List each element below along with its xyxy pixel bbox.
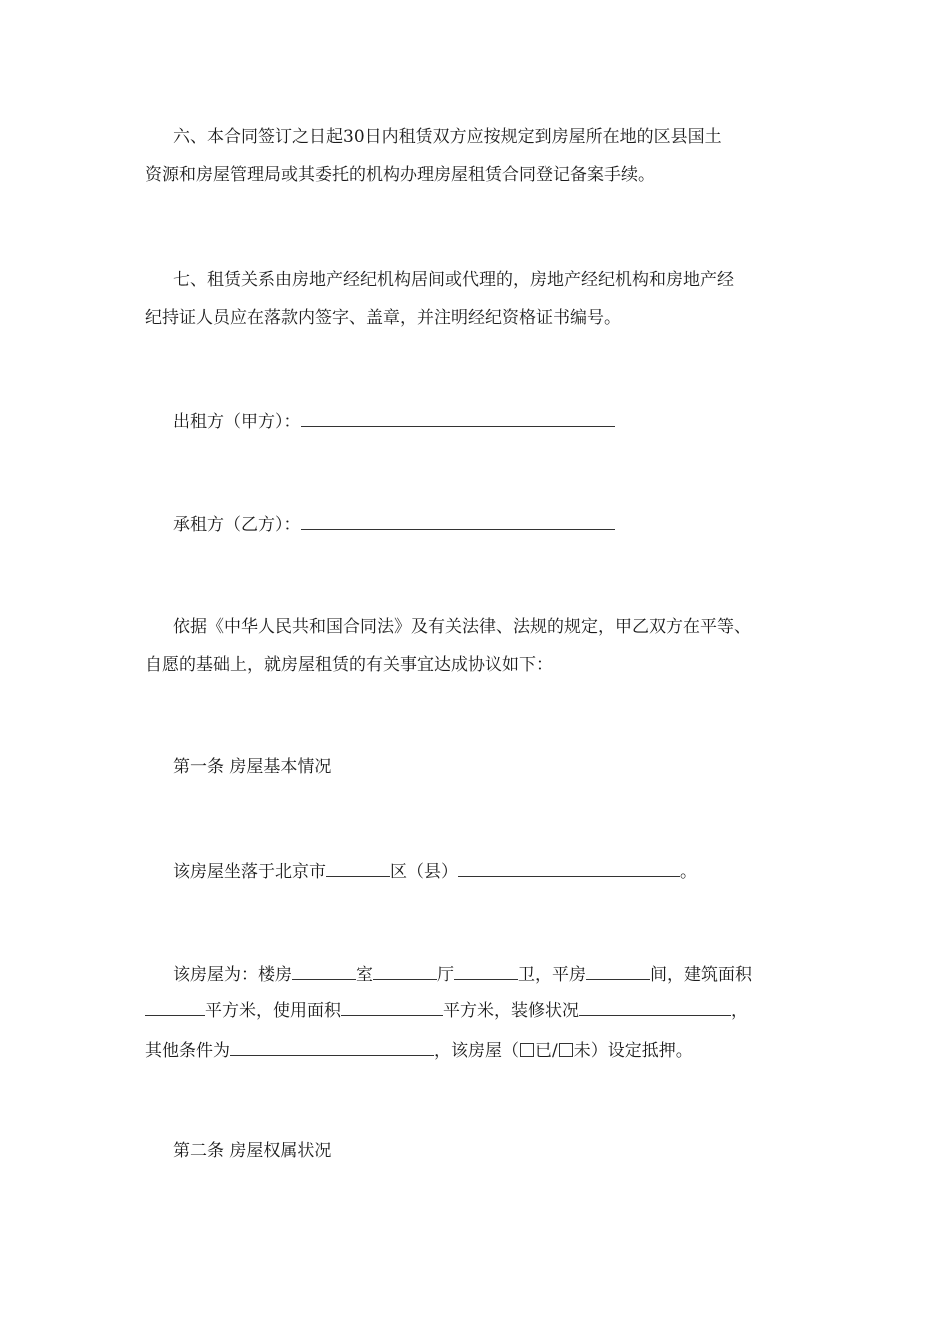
hall-label: 厅 (437, 965, 454, 985)
article-2-title: 第二条 房屋权属状况 (173, 1141, 332, 1161)
room-count-blank[interactable] (292, 963, 356, 980)
clause-6-line-2: 资源和房屋管理局或其委托的机构办理房屋租赁合同登记备案手续。 (145, 165, 655, 185)
clause-7-line-2: 纪持证人员应在落款内签字、盖章，并注明经纪资格证书编号。 (145, 308, 621, 328)
property-details-line-2 (145, 999, 825, 1021)
mortgage-prefix: ，该房屋（ (434, 1041, 519, 1061)
lessor-blank[interactable] (301, 410, 615, 427)
lessor-label: 出租方（甲方）： (173, 412, 301, 432)
bungalow-count-blank[interactable] (586, 963, 650, 980)
usable-area-blank[interactable] (341, 999, 443, 1016)
room-label: 室 (356, 965, 373, 985)
decoration-blank[interactable] (579, 999, 731, 1016)
article-1-title: 第一条 房屋基本情况 (173, 757, 332, 777)
location-prefix: 该房屋坐落于北京市 (173, 862, 326, 882)
preamble-line-2: 自愿的基础上，就房屋租赁的有关事宜达成协议如下： (145, 655, 553, 675)
bath-label: 卫，平房 (518, 965, 586, 985)
property-details-line-3 (145, 1039, 825, 1061)
lessor-signature-row (173, 410, 853, 432)
lessee-blank[interactable] (301, 513, 615, 530)
mortgage-yes-label: 已/ (535, 1041, 558, 1061)
bath-count-blank[interactable] (454, 963, 518, 980)
lessee-signature-row (173, 513, 853, 535)
details-intro: 该房屋为：楼房 (173, 965, 292, 985)
district-label: 区（县） (390, 862, 458, 882)
other-conditions-blank[interactable] (230, 1039, 434, 1056)
jian-label: 间，建筑面积 (650, 965, 752, 985)
other-conditions-label: 其他条件为 (145, 1041, 230, 1061)
building-area-blank[interactable] (145, 999, 205, 1016)
mortgage-no-label: 未）设定抵押。 (573, 1041, 693, 1061)
lessee-label: 承租方（乙方）： (173, 515, 301, 535)
sqm-decor-label: 平方米，装修状况 (443, 1001, 579, 1021)
mortgage-no-checkbox[interactable] (559, 1043, 573, 1057)
preamble-line-1: 依据《中华人民共和国合同法》及有关法律、法规的规定，甲乙双方在平等、 (173, 617, 751, 637)
address-blank[interactable] (458, 860, 680, 877)
location-end: 。 (680, 862, 697, 882)
mortgage-yes-checkbox[interactable] (520, 1043, 534, 1057)
property-location-row (173, 860, 853, 882)
hall-count-blank[interactable] (373, 963, 437, 980)
sqm-usable-label: 平方米，使用面积 (205, 1001, 341, 1021)
property-details-line-1 (173, 963, 853, 985)
district-blank[interactable] (326, 860, 390, 877)
clause-6-line-1: 六、本合同签订之日起30日内租赁双方应按规定到房屋所在地的区县国土 (173, 127, 722, 147)
clause-7-line-1: 七、租赁关系由房地产经纪机构居间或代理的，房地产经纪机构和房地产经 (173, 270, 734, 290)
details-comma: ， (731, 1001, 748, 1021)
